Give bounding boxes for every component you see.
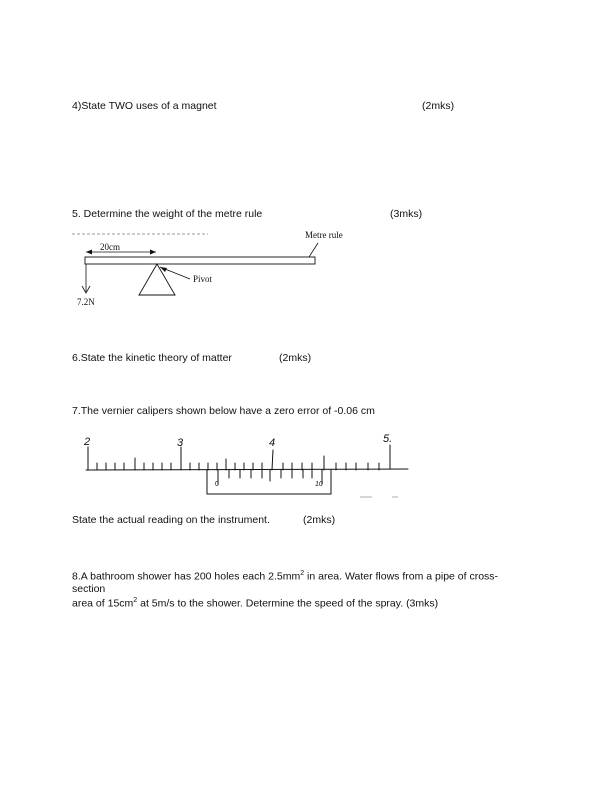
main-tick-4 (272, 450, 273, 470)
question-7-text: 7.The vernier calipers shown below have a zero error of -0.06 cm (72, 405, 375, 417)
main-scale-label-2: 2 (84, 436, 91, 448)
metre-rule-label: Metre rule (305, 230, 343, 240)
area-unit-superscript-1: 2 (300, 570, 305, 577)
question-7-reading-text: State the actual reading on the instrument. (72, 514, 270, 526)
main-scale-label-4: 4 (269, 437, 276, 449)
question-8-line-3-start: area of 15cm (72, 597, 134, 610)
vernier-ticks (218, 470, 322, 484)
main-minor-ticks-a (97, 463, 171, 470)
distance-label: 20cm (100, 242, 120, 252)
question-6-text: 6.State the kinetic theory of matter (72, 352, 232, 364)
vernier-label-10: 10 (315, 481, 323, 488)
pivot-label: Pivot (193, 274, 213, 284)
question-5-marks: (3mks) (390, 208, 423, 220)
question-8-line-1-end: in area. Water flows from a pipe of cross- (304, 570, 499, 583)
force-label: 7.2N (77, 297, 95, 307)
main-scale-label-3: 3 (177, 437, 184, 449)
question-4-text: 4)State TWO uses of a magnet (72, 100, 217, 112)
question-8-line-2: section (72, 583, 106, 595)
main-scale-label-5: 5. (383, 433, 393, 445)
main-scale-baseline (86, 469, 408, 470)
question-6-marks: (2mks) (279, 352, 312, 364)
question-7-marks: (2mks) (303, 514, 336, 526)
question-5-text: 5. Determine the weight of the metre rule (72, 208, 263, 220)
question-8-line-1 (72, 570, 498, 583)
question-8-line-1-start: 8.A bathroom shower has 200 holes each 2.5mm (72, 570, 301, 583)
question-4-marks: (2mks) (422, 100, 455, 112)
area-unit-superscript-2: 2 (133, 597, 138, 604)
vernier-label-0: 0 (215, 481, 219, 488)
question-8-line-3-end: at 5m/s to the shower. Determine the speed of the spray. (3mks) (137, 597, 439, 610)
question-8-line-3 (72, 597, 438, 610)
